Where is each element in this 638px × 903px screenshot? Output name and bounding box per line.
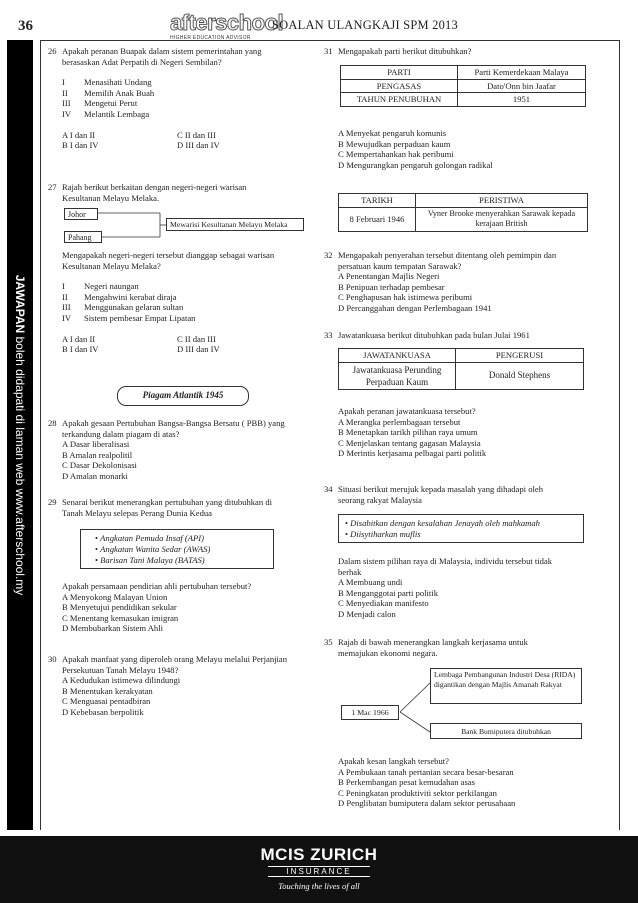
question-stem: Apakah manfaat yang diperoleh orang Melayu melalui Perjanjian — [62, 654, 288, 664]
answer-option[interactable]: B Mewujudkan perpaduan kaum — [338, 138, 451, 149]
answer-option[interactable]: D Mengurangkan pengaruh golongan radikal — [338, 159, 493, 170]
sponsor-sub: INSURANCE — [0, 866, 638, 877]
table-cell: 1951 — [458, 93, 586, 107]
table-row — [339, 362, 584, 389]
question-stem: Rajah berikut berkaitan dengan negeri-negeri warisan — [62, 182, 247, 192]
statement-item: III Mengetui Perut — [62, 98, 138, 109]
statement-item: IV Sistem pembesar Empat Lipatan — [62, 312, 196, 323]
diagram-box-bank: Bank Bumiputera ditubuhkan — [430, 723, 582, 739]
table-row — [341, 93, 586, 107]
question-30 — [48, 654, 312, 718]
answer-option[interactable]: C II dan III — [177, 333, 216, 344]
party-table — [340, 65, 586, 107]
question-31-options — [338, 128, 593, 170]
answer-option[interactable]: B I dan IV — [62, 140, 99, 151]
question-stem: Kesultanan Melayu Melaka. — [62, 192, 160, 203]
list-item: • Barisan Tani Malaya (BATAS) — [95, 555, 267, 566]
question-stem: Dalam sistem pilihan raya di Malaysia, individu tersebut tidak — [338, 556, 553, 566]
question-number: 31 — [324, 46, 333, 56]
question-34-part2 — [338, 556, 593, 620]
question-stem: Rajah di bawah menerangkan langkah kerjasama untuk — [338, 637, 528, 647]
table-cell: Jawatankuasa Perunding Perpaduan Kaum — [339, 362, 456, 389]
table-row — [341, 79, 586, 93]
question-34 — [324, 484, 593, 505]
table-cell: PENGASAS — [341, 79, 458, 93]
logo-tagline: HIGHER EDUCATION ADVISOR — [170, 35, 251, 41]
question-number: 34 — [324, 484, 333, 494]
question-35 — [324, 637, 593, 658]
question-stem: Mengapakah negeri-negeri tersebut dianggap sebagai warisan — [62, 250, 275, 260]
answer-option[interactable]: B Penipuan terhadap pembesar — [338, 281, 445, 292]
answer-option[interactable]: A I dan II — [62, 129, 96, 140]
table-cell: Vyner Brooke menyerahkan Sarawak kepada kerajaan British — [416, 207, 588, 231]
answer-option[interactable]: C Dasar Dekolonisasi — [62, 460, 137, 471]
question-number: 33 — [324, 330, 333, 340]
question-number: 35 — [324, 637, 333, 647]
answer-option[interactable]: D III dan IV — [177, 140, 220, 151]
question-number: 32 — [324, 250, 333, 260]
question-stem: Mengapakah parti berikut ditubuhkan? — [338, 46, 472, 56]
footer-banner — [0, 836, 638, 903]
sidebar-rest: boleh didapati di laman web www.afterschool.my — [13, 333, 27, 596]
question-stem: Apakah gesaan Pertubuhan Bangsa-Bangsa Bersatu ( PBB) yang — [62, 418, 285, 428]
question-27-part2 — [62, 250, 312, 355]
question-33 — [324, 330, 593, 341]
question-stem: berasaskan Adat Perpatih di Negeri Sembilan? — [62, 56, 222, 67]
question-32 — [324, 250, 593, 314]
question-number: 30 — [48, 654, 57, 664]
answer-option[interactable]: C II dan III — [177, 129, 216, 140]
sidebar-bold: JAWAPAN — [13, 274, 27, 334]
table-header: PENGERUSI — [456, 349, 584, 363]
statement-item: II Mengahwini kerabat diraja — [62, 291, 177, 302]
table-row — [339, 207, 588, 231]
table-cell: 8 Februari 1946 — [339, 207, 416, 231]
statement-item: IV Melantik Lembaga — [62, 108, 150, 119]
answer-option[interactable]: C Mempertahankan hak peribumi — [338, 149, 454, 160]
answer-option[interactable]: B Menentukan kerakyatan — [62, 685, 153, 696]
answer-option[interactable]: D Membubarkan Sistem Ahli — [62, 623, 163, 634]
answer-option[interactable]: D Percanggahan dengan Perlembagaan 1941 — [338, 302, 492, 313]
question-stem: Senarai berikut menerangkan pertubuhan yang ditubuhkan di — [62, 497, 273, 507]
question-stem: Kesultanan Melayu Melaka? — [62, 260, 161, 271]
diagram-box-date: 1 Mac 1966 — [341, 705, 399, 720]
list-item: • Disabitkan dengan kesalahan Jenayah oleh mahkamah — [345, 518, 577, 529]
question-stem: Situasi berikut merujuk kepada masalah yang dihadapi oleh — [338, 484, 543, 494]
question-stem: Apakah kesan langkah tersebut? — [338, 756, 449, 766]
answers-sidebar — [7, 40, 33, 830]
list-item: • Angkatan Pemuda Insaf (API) — [95, 533, 267, 544]
answer-option[interactable]: B I dan IV — [62, 344, 99, 355]
question-stem: Apakah peranan Buapak dalam sistem pemerintahan yang — [62, 46, 262, 56]
question-number: 28 — [48, 418, 57, 428]
answer-option[interactable]: C Menentang kemasukan imigran — [62, 612, 179, 623]
answer-option[interactable]: B Menetapkan tarikh pilihan raya umum — [338, 427, 478, 438]
answer-option[interactable]: B Menganggotai parti politik — [338, 587, 439, 598]
question-stem: berhak — [338, 566, 362, 577]
answer-option[interactable]: A Merangka perlembagaan tersebut — [338, 416, 461, 427]
answer-option[interactable]: A I dan II — [62, 333, 96, 344]
question-33-part2 — [338, 406, 593, 459]
question-stem: Apakah peranan jawatankuasa tersebut? — [338, 406, 476, 416]
answer-option[interactable]: D Menjadi calon — [338, 608, 396, 619]
statement-item: I Menasihati Undang — [62, 77, 152, 88]
answer-option[interactable]: A Menyekat pengaruh komunis — [338, 128, 447, 138]
question-stem: seorang rakyat Malaysia — [338, 494, 422, 505]
afterschool-logo — [170, 10, 284, 41]
answer-option[interactable]: D Penglibatan bumiputera dalam sektor perusahaan — [338, 798, 516, 809]
answer-option[interactable]: A Kedudukan istimewa dilindungi — [62, 675, 181, 686]
answer-option[interactable]: B Amalan realpolitil — [62, 449, 133, 460]
committee-table — [338, 348, 584, 390]
question-stem: Jawatankuasa berikut ditubuhkan pada bulan Julai 1961 — [338, 330, 530, 340]
question-stem: memajukan ekonomi negara. — [338, 647, 438, 658]
table-cell: Dato'Onn bin Jaafar — [458, 79, 586, 93]
answer-option[interactable]: A Pembukaan tanah pertanian secara besar-besaran — [338, 766, 514, 777]
list-item: • Angkatan Wanita Sedar (AWAS) — [95, 544, 267, 555]
answer-option[interactable]: A Menyokong Malayan Union — [62, 591, 168, 602]
sponsor-name: MCIS ZURICH — [260, 845, 378, 864]
question-35-part2 — [338, 756, 593, 809]
question-stem: Mengapakah penyerahan tersebut ditentang oleh pemimpin dan — [338, 250, 557, 260]
answer-option[interactable]: D III dan IV — [177, 344, 220, 355]
diagram-box-mara: Lembaga Pembangunan Industri Desa (RIDA) digantikan dengan Majlis Amanah Rakyat — [430, 668, 582, 704]
charter-box: Piagam Atlantik 1945 — [117, 386, 249, 406]
table-header: JAWATANKUASA — [339, 349, 456, 363]
answer-option[interactable]: C Peningkatan produktiviti sektor perkilangan — [338, 787, 497, 798]
answer-option[interactable]: D Kebebasan berpolitik — [62, 706, 144, 717]
question-stem: terkandung dalam piagam di atas? — [62, 428, 180, 439]
answer-option[interactable]: A Dasar liberalisasi — [62, 439, 130, 450]
sponsor-tagline: Touching the lives of all — [278, 881, 360, 891]
event-table — [338, 193, 588, 232]
answer-option[interactable]: D Merintis kerjasama pelbagai parti politik — [338, 448, 487, 459]
answer-option[interactable]: C Penghapusan hak istimewa peribumi — [338, 292, 473, 303]
table-cell: Donald Stephens — [456, 362, 584, 389]
table-cell: PARTI — [341, 66, 458, 80]
statement-item: II Memilih Anak Buah — [62, 87, 155, 98]
question-27 — [48, 182, 312, 203]
table-header: TARIKH — [339, 194, 416, 208]
page-title: SOALAN ULANGKAJI SPM 2013 — [272, 18, 458, 32]
answer-option[interactable]: A Membuang undi — [338, 577, 403, 588]
table-cell: Parti Kemerdekaan Malaya — [458, 66, 586, 80]
table-header: PERISTIWA — [416, 194, 588, 208]
question-31 — [324, 46, 593, 57]
question-stem: Persekutuan Tanah Melayu 1948? — [62, 664, 179, 675]
statement-item: I Negeri naungan — [62, 281, 139, 292]
answer-option[interactable]: B Perkembangan pesat kemudahan asas — [338, 777, 475, 788]
question-stem: Apakah persamaan pendirian ahli pertubuhan tersebut? — [62, 581, 252, 591]
list-item: • Diisytiharkan muflis — [345, 529, 577, 540]
table-row — [339, 194, 588, 208]
question-26 — [48, 46, 312, 151]
question-29 — [48, 497, 312, 518]
page-number: 36 — [18, 18, 33, 34]
answer-option[interactable]: C Menyediakan manifesto — [338, 598, 429, 609]
question-stem: persatuan kaum tempatan Sarawak? — [338, 260, 462, 271]
question-number: 27 — [48, 182, 57, 192]
diagram-box-johor: Johor — [64, 208, 98, 220]
question-28 — [48, 418, 312, 482]
question-number: 26 — [48, 46, 57, 56]
answer-option[interactable]: C Menjelaskan tentang gagasan Malaysia — [338, 437, 481, 448]
question-29-part2 — [62, 581, 312, 634]
organisation-list — [80, 529, 274, 569]
question-number: 29 — [48, 497, 57, 507]
answer-option[interactable]: A Penentangan Majlis Negeri — [338, 271, 440, 282]
table-row — [339, 349, 584, 363]
table-cell: TAHUN PENUBUHAN — [341, 93, 458, 107]
answer-option[interactable]: D Amalan monarki — [62, 470, 128, 481]
diagram-box-pahang: Pahang — [64, 231, 102, 243]
question-stem: Tanah Melayu selepas Perang Dunia Kedua — [62, 507, 212, 518]
table-row — [341, 66, 586, 80]
logo-wordmark: afterschool — [170, 10, 284, 35]
diagram-box-warisan: Mewarisi Kesultanan Melayu Melaka — [166, 218, 304, 231]
sidebar-text — [13, 275, 27, 596]
answer-option[interactable]: C Menguasai pentadbiran — [62, 696, 151, 707]
statement-item: III Menggunakan gelaran sultan — [62, 302, 184, 313]
situation-list — [338, 514, 584, 543]
answer-option[interactable]: B Menyetujui pendidikan sekular — [62, 602, 177, 613]
